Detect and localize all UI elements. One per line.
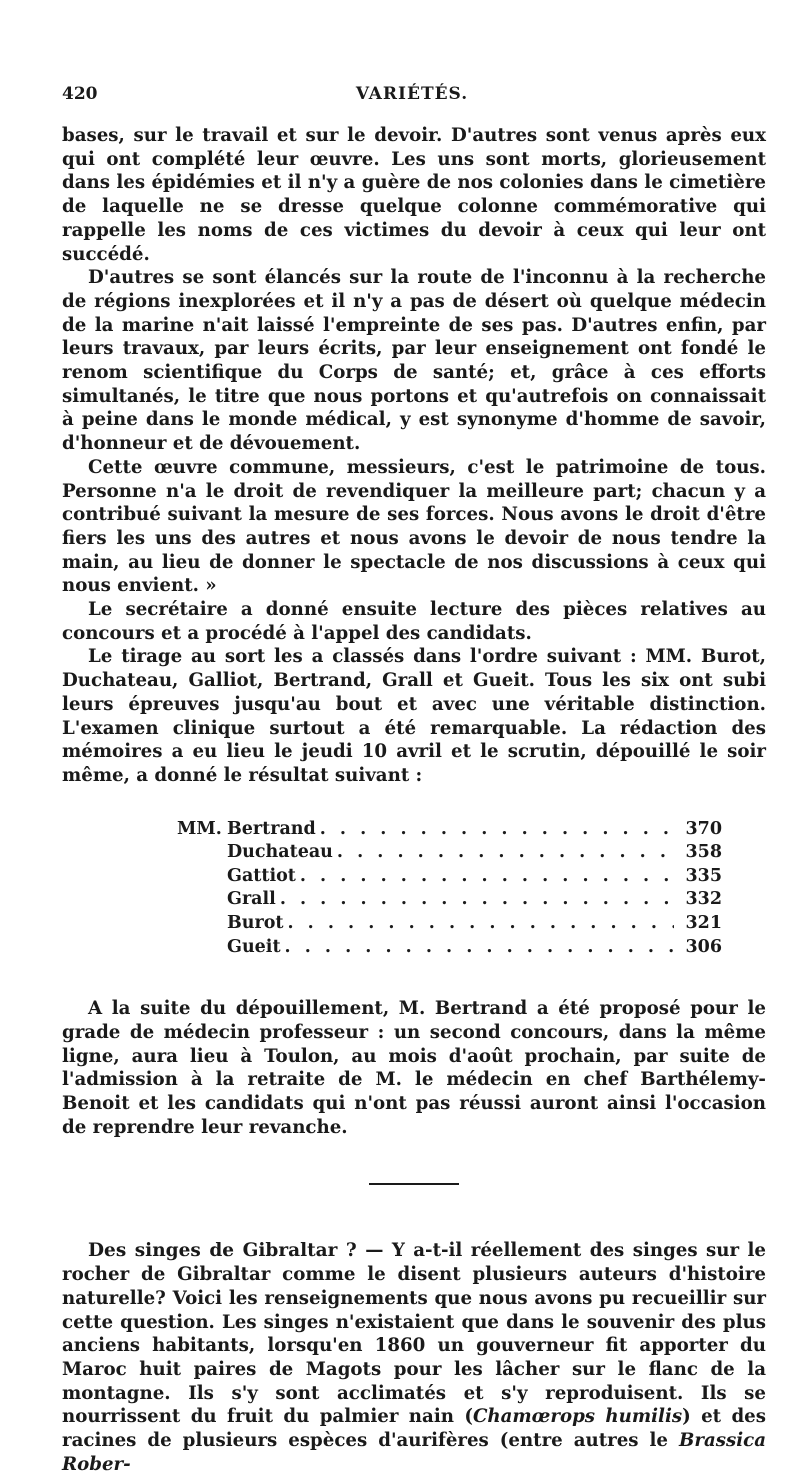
candidate-name: Bertrand	[227, 818, 316, 839]
section-divider	[369, 1183, 459, 1185]
result-row	[177, 841, 722, 865]
results-prefix: MM.	[177, 818, 222, 839]
candidate-name: Duchateau	[227, 842, 333, 863]
paragraph-1: bases, sur le travail et sur le devoir. D'autres sont venus après eux qui ont complété leur œuvre. Les uns sont morts, glorieusement dans les épidémies et il n'y a guère de nos colonies dans le cimetière de laquelle ne se dresse quelque colonne commémorative qui rappelle les noms de ces victimes du devoir à ceux qui leur ont succédé.	[62, 125, 766, 265]
result-row	[177, 936, 722, 960]
candidate-score: 332	[685, 889, 722, 910]
result-row	[177, 888, 722, 912]
candidate-score: 370	[685, 818, 722, 839]
candidate-score: 321	[685, 913, 722, 934]
text-body	[62, 124, 766, 1477]
candidate-score: 335	[685, 865, 722, 886]
result-row	[177, 865, 722, 889]
candidate-name: Grall	[227, 889, 276, 910]
dot-leader	[300, 865, 674, 889]
dot-leader	[280, 888, 674, 912]
candidate-name: Gattiot	[227, 865, 296, 886]
running-header	[62, 84, 762, 114]
paragraph-5: Le tirage au sort les a classés dans l'ordre suivant : MM. Burot, Duchateau, Galliot, Bertrand, Grall et Gueit. Tous les six ont subi leurs épreuves jusqu'au bout et avec une véritable distinction. L'examen clinique surtout a été remarquable. La rédaction des mémoires a eu lieu le jeudi 10 avril et le scrutin, dépouillé le soir même, a donné le résultat suivant :	[62, 646, 766, 786]
paragraph-after-results: A la suite du dépouillement, M. Bertrand a été proposé pour le grade de médecin professeur : un second concours, dans la même ligne, aura lieu à Toulon, au mois d'août prochain, par suite de l'admission à la retraite de M. le médecin en chef Barthélemy-Benoit et les candidats qui n'ont pas réussi auront ainsi l'occasion de reprendre leur revanche.	[62, 998, 766, 1138]
dot-leader	[320, 818, 674, 842]
candidate-score: 306	[685, 936, 722, 957]
section-text-2: ) et des racines de plusieurs espèces d'aurifères (entre autres le	[62, 1406, 766, 1452]
paragraph-4: Le secrétaire a donné ensuite lecture des pièces relatives au concours et a procédé à l'appel des candidats.	[62, 599, 766, 644]
candidate-name: Burot	[227, 913, 284, 934]
paragraph-2: D'autres se sont élancés sur la route de l'inconnu à la recherche de régions inexplorées et il n'y a pas de désert où quelque médecin de la marine n'ait laissé l'empreinte de ses pas. D'autres enfin, par leurs travaux, par leurs écrits, par leur enseignement ont fondé le renom scientifique du Corps de santé; et, grâce à ces efforts simultanés, le titre que nous portons et qu'autrefois on connaissait à peine dans le monde médical, y est synonyme d'homme de savoir, d'honneur et de dévouement.	[62, 267, 766, 455]
dot-leader	[285, 936, 674, 960]
section-text-1: — Y a-t-il réellement des singes sur le rocher de Gibraltar comme le disent plusieurs auteurs d'histoire naturelle? Voici les renseignements que nous avons pu recueillir sur cette question. Les singes n'existaient que dans le souvenir des plus anciens habitants, lorsqu'en 1860 un gouverneur fit apporter du Maroc huit paires de Magots pour les lâcher sur le flanc de la montagne. Ils s'y sont acclimatés et s'y reproduisent. Ils se nourrissent du fruit du palmier nain (	[62, 1240, 767, 1428]
paragraph-3: Cette œuvre commune, messieurs, c'est le patrimoine de tous. Personne n'a le droit de revendiquer la meilleure part; chacun y a contribué suivant la mesure de ses forces. Nous avons le droit d'être fiers les uns des autres et nous avons le devoir de nous tendre la main, au lieu de donner le spectacle de nos discussions à ceux qui nous envient. »	[62, 456, 766, 597]
results-table	[177, 818, 722, 960]
dot-leader	[288, 912, 675, 936]
running-title: VARIÉTÉS.	[355, 84, 469, 104]
result-row	[177, 912, 722, 936]
dot-leader	[337, 841, 674, 865]
section-title: Des singes de Gibraltar ?	[88, 1240, 357, 1262]
result-row	[177, 818, 722, 842]
section-paragraph	[62, 1239, 766, 1476]
section-italic-2: Brassica Rober-	[62, 1430, 766, 1475]
section-italic-1: Chamœrops humilis	[472, 1406, 683, 1428]
candidate-score: 358	[685, 842, 722, 863]
candidate-name: Gueit	[227, 936, 281, 957]
page-number: 420	[62, 84, 98, 104]
